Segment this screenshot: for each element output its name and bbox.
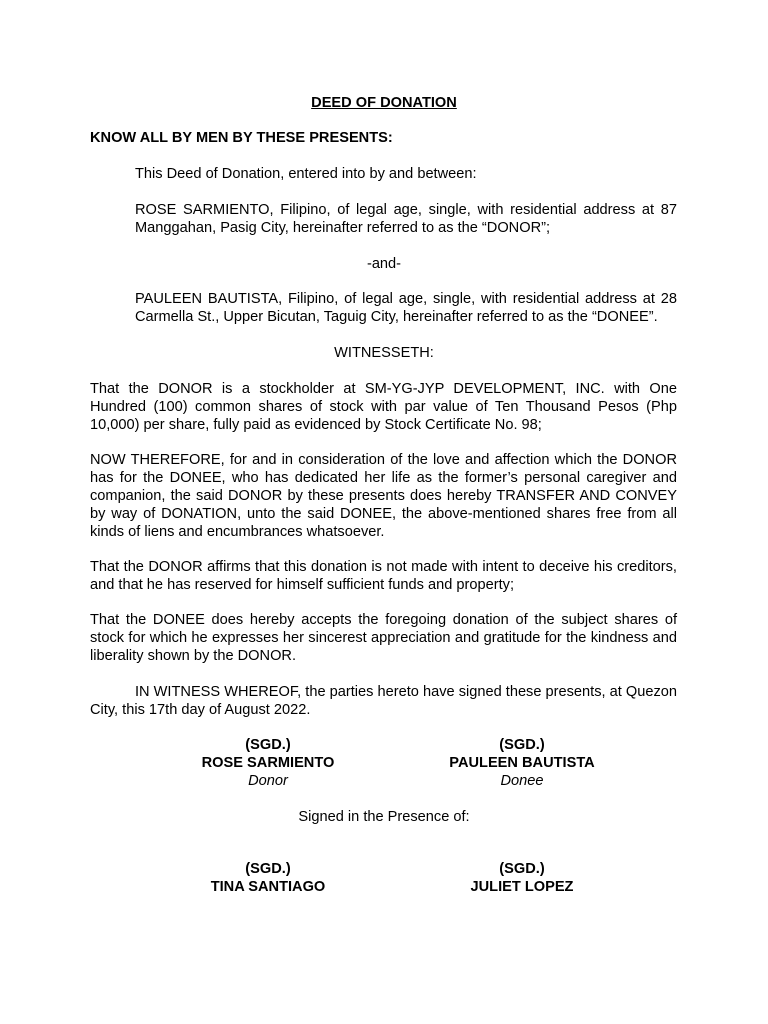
donee-role: Donee — [500, 773, 544, 789]
donee-sgd: (SGD.) — [499, 737, 545, 753]
stockholder-paragraph: That the DONOR is a stockholder at SM-YG-JYP DEVELOPMENT, INC. with One Hundred (100) common shares of stock with par value of Ten Thousand Pesos (Php 10,000) per share, fully paid as evidenced by Stock Certificate No. 98; — [90, 381, 677, 433]
donor-role: Donor — [248, 773, 288, 789]
donee-name: PAULEEN BAUTISTA — [449, 755, 595, 771]
donor-sgd: (SGD.) — [245, 737, 291, 753]
and-separator: -and- — [366, 256, 402, 272]
witnesseth-heading: WITNESSETH: — [334, 345, 434, 361]
donor-paragraph: ROSE SARMIENTO, Filipino, of legal age, single, with residential address at 87 Manggahan, Pasig City, hereinafter referred to as the “DONOR”; — [135, 202, 677, 236]
presence-line: Signed in the Presence of: — [298, 809, 470, 825]
witness1-name: TINA SANTIAGO — [210, 879, 326, 895]
affirmation-paragraph: That the DONOR affirms that this donation is not made with intent to deceive his creditors, and that he has reserved for himself sufficient funds and property; — [90, 559, 677, 593]
witness2-name: JULIET LOPEZ — [470, 879, 574, 895]
donor-signature-block — [168, 736, 368, 790]
witness2-signature-block — [422, 860, 622, 896]
opening-line: KNOW ALL BY MEN BY THESE PRESENTS: — [90, 130, 393, 146]
acceptance-paragraph: That the DONEE does hereby accepts the foregoing donation of the subject shares of stock for which he expresses her sincerest appreciation and gratitude for the kindness and liberality shown by the DONOR. — [90, 612, 677, 664]
donee-paragraph: PAULEEN BAUTISTA, Filipino, of legal age, single, with residential address at 28 Carmella St., Upper Bicutan, Taguig City, hereinafter referred to as the “DONEE”. — [135, 291, 677, 325]
intro-paragraph: This Deed of Donation, entered into by and between: — [135, 166, 477, 182]
witness2-sgd: (SGD.) — [499, 861, 545, 877]
donor-name: ROSE SARMIENTO — [201, 755, 335, 771]
witness1-signature-block — [168, 860, 368, 896]
witness1-sgd: (SGD.) — [245, 861, 291, 877]
transfer-paragraph: NOW THEREFORE, for and in consideration of the love and affection which the DONOR has for the DONEE, who has dedicated her life as the former’s personal caregiver and companion, the said DONOR by these presents does hereby TRANSFER AND CONVEY by way of DONATION, unto the said DONEE, the above-mentioned shares free from all kinds of liens and encumbrances whatsoever. — [90, 452, 677, 540]
witness-whereof-paragraph: IN WITNESS WHEREOF, the parties hereto have signed these presents, at Quezon City, this 17th day of August 2022. — [90, 684, 677, 718]
document-title: DEED OF DONATION — [311, 95, 457, 111]
donee-signature-block — [422, 736, 622, 790]
